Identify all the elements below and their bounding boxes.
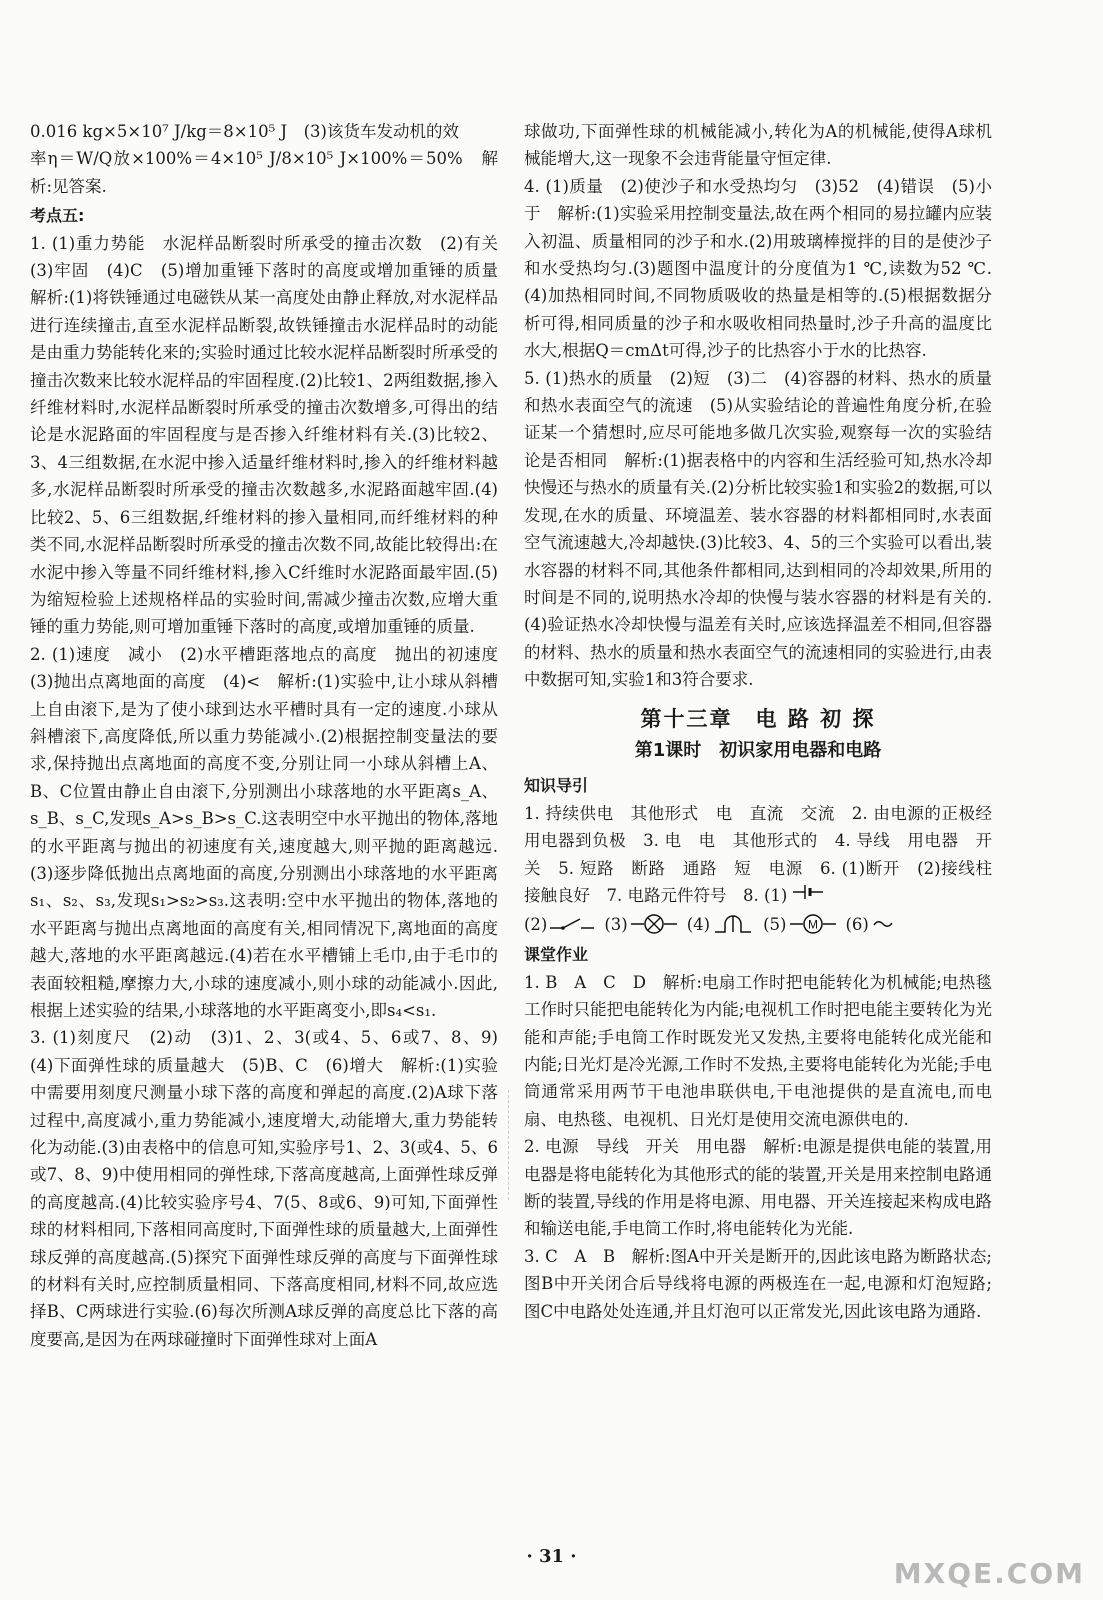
- motor-symbol-icon: [790, 913, 836, 935]
- answer-1: 1. (1)重力势能 水泥样品断裂时所承受的撞击次数 (2)有关 (3)牢固 (4)C (5)增加重锤下落时的高度或增加重锤的质量 解析:(1)将铁锤通过电磁铁从某一高度处由静止释放,对水泥样品进行连续撞击,直至水泥样品断裂,故铁锤撞击水泥样品时的动能是由重力势能转化来的;实验时通过比较水泥样品断裂时所承受的撞击次数来比较水泥样品的牢固程度.(2)比较1、2两组数据,掺入纤维材料时,水泥样品断裂时所承受的撞击次数增多,可得出的结论是水泥路面的牢固程度与是否掺入纤维材料有关.(3)比较2、3、4三组数据,在水泥中掺入适量纤维材料时,掺入的纤维材料越多,水泥样品断裂时所承受的撞击次数越多,水泥路面越牢固.(4)比较2、5、6三组数据,纤维材料的掺入量相同,而纤维材料的种类不同,水泥样品断裂时所承受的撞击次数不同,故能比较得出:在水泥中掺入等量不同纤维材料,掺入C纤维时水泥路面最牢固.(5)为缩短检验上述规格样品的实验时间,需减少撞击次数,应增大重锤的重力势能,则可增加重锤下落时的高度,或增加重锤的质量.: [30, 233, 515, 637]
- crossing-symbol-item: [687, 911, 753, 938]
- answer-4: 4. (1)质量 (2)使沙子和水受热均匀 (3)52 (4)错误 (5)小于 解析:(1)实验采用控制变量法,故在两个相同的易拉罐内应装入初温、质量相同的沙子和水.(2)用玻璃棒搅拌的目的是使沙子和水受热均匀.(3)题图中温度计的分度值为1 ℃,读数为52 ℃.(4)加热相同时间,不同物质吸收的热量是相等的.(5)根据数据分析可得,相同质量的沙子和水吸收相同热量时,沙子升高的温度比水大,根据Q＝cmΔt可得,沙子的比热容小于水的比热容.: [524, 176, 992, 361]
- ketang-heading: 课堂作业: [524, 945, 589, 965]
- zhishi-text: [524, 800, 1009, 910]
- symbol-label-6: (6): [845, 914, 869, 934]
- chapter-title: 第十三章 电 路 初 探: [640, 706, 876, 731]
- homework-2: 2. 电源 导线 开关 用电器 解析:电源是提供电能的装置,用电器是将电能转化为其他形式的能的装置,开关是用来控制电路通断的装置,导线的作用是将电源、用电器、开关连接起来构成电路和输送电能,手电筒工作时,将电能转化为光能.: [524, 1137, 992, 1239]
- zhishi-body: 1. 持续供电 其他形式 电 直流 交流 2. 由电源的正极经用电器到负极 3. 电 电 其他形式的 4. 导线 用电器 开关 5. 短路 断路 通路 短 电源 6. (1)断开 (2)接线柱 接触良好 7. 电路元件符号 8. (1): [524, 803, 1009, 905]
- symbol-label-3: (3): [604, 914, 628, 934]
- homework-3: 3. C A B 解析:图A中开关是断开的,因此该电路为断路状态;图B中开关闭合后导线将电源的两极连在一起,电源和灯泡短路;图C中电路处处连通,并且灯泡可以正常发光,因此该电路为通路.: [524, 1246, 992, 1321]
- watermark: MXQE.COM: [893, 1557, 1085, 1590]
- switch-symbol-item: [524, 911, 594, 938]
- lamp-symbol-item: [604, 911, 676, 938]
- left-column: [30, 118, 515, 1353]
- zhishi-heading: 知识导引: [524, 776, 589, 796]
- intro-line-1: 0.016 kg×5×10⁷ J/kg＝8×10⁵ J (3)该货车发动机的效: [30, 122, 459, 141]
- column-divider: [508, 1090, 510, 1200]
- page-number: · 31 ·: [526, 1546, 577, 1567]
- kaodian-heading: 考点五:: [30, 206, 85, 226]
- answer-5: 5. (1)热水的质量 (2)短 (3)二 (4)容器的材料、热水的质量和热水表面空气的流速 (5)从实验结论的普遍性角度分析,在验证某一个猜想时,应尽可能地多做几次实验,观察每一次的实验结论是否相同 解析:(1)据表格中的内容和生活经验可知,热水冷却快慢还与热水的质量有关.(2)分析比较实验1和实验2的数据,可以发现,在水的质量、环境温差、装水容器的材料都相同时,水表面空气流速越大,冷却越快.(3)比较3、4、5的三个实验可以看出,装水容器的材料不同,其他条件都相同,达到相同的冷却效果,所用的时间是不同的,说明热水冷却的快慢与装水容器的材料是有关的.(4)验证热水冷却快慢与温差有关时,应该选择温差不相同,但容器的材料、热水的质量和热水表面空气的流速相同的实验进行,由表中数据可知,实验1和3符合要求.: [524, 368, 992, 690]
- intro-line-2: 率η＝W/Q放×100%＝4×10⁵ J/8×10⁵ J×100%＝50% 解析:见答案.: [30, 149, 498, 196]
- symbol-label-2: (2): [524, 914, 548, 934]
- symbol-label-5: (5): [763, 914, 787, 934]
- answer-3-continued: 球做功,下面弹性球的机械能减小,转化为A的机械能,使得A球机械能增大,这一现象不会违背能量守恒定律.: [524, 122, 992, 169]
- ac-symbol-icon: [872, 916, 894, 932]
- battery-symbol-icon: [793, 883, 823, 901]
- answer-2: 2. (1)速度 减小 (2)水平槽距落地点的高度 抛出的初速度 (3)抛出点离地面的高度 (4)< 解析:(1)实验中,让小球从斜槽上自由滚下,是为了使小球到达水平槽时具有一定的速度.小球从斜槽滚下,高度降低,所以重力势能减小.(2)根据控制变量法的要求,保持抛出点离地面的高度不变,分别让同一小球从斜槽上A、B、C位置由静止自由滚下,分别测出小球落地的水平距离s_A、s_B、s_C,发现s_A>s_B>s_C.这表明空中水平抛出的物体,落地的水平距离与抛出的初速度有关,速度越大,则平抛的距离越远.(3)逐步降低抛出点离地面的高度,分别测出小球落地的水平距离s₁、s₂、s₃,发现s₁>s₂>s₃.这表明:空中水平抛出的物体,落地的水平距离与抛出点离地面的高度有关,相同情况下,离地面的高度越大,落地的水平距离越远.(4)若在水平槽铺上毛巾,由于毛巾的表面较粗糙,摩擦力大,小球的速度减小,则小球的动能减小.因此,根据上述实验的结果,小球落地的水平距离变小,即s₄<s₁.: [30, 644, 515, 1020]
- lesson-title: 第1课时 初识家用电器和电路: [634, 739, 882, 761]
- circuit-symbols-row: [524, 909, 992, 939]
- lamp-symbol-icon: [631, 913, 677, 935]
- symbol-label-4: (4): [686, 914, 711, 934]
- right-column: [524, 118, 1009, 1325]
- homework-1: 1. B A C D 解析:电扇工作时把电能转化为机械能;电热毯工作时只能把电能转化为内能;电视机工作时把电能主要转化为光能和声能;手电筒工作时既发光又发热,主要将电能转化成光能和内能;日光灯是冷光源,工作时不发热,主要将电能转化为光能;手电筒通常采用两节干电池串联供电,干电池提供的是直流电,而电扇、电热毯、电视机、日光灯是使用交流电源供电的.: [524, 972, 992, 1129]
- crossing-wire-icon: [713, 912, 753, 936]
- svg-text:M: M: [807, 917, 818, 932]
- switch-symbol-icon: [550, 914, 594, 934]
- motor-symbol-item: [763, 911, 835, 938]
- ac-symbol-item: [846, 911, 894, 938]
- answer-3: 3. (1)刻度尺 (2)动 (3)1、2、3(或4、5、6或7、8、9) (4)下面弹性球的质量越大 (5)B、C (6)增大 解析:(1)实验中需要用刻度尺测量小球下落的高度和弹起的高度.(2)A球下落过程中,高度减小,重力势能减小,速度增大,动能增大,重力势能转化为动能.(3)由表格中的信息可知,实验序号1、2、3(或4、5、6或7、8、9)中使用相同的弹性球,下落高度越高,上面弹性球反弹的高度越高.(4)比较实验序号4、7(5、8或6、9)可知,下面弹性球的材料相同,下落相同高度时,下面弹性球的质量越大,上面弹性球反弹的高度越高.(5)探究下面弹性球反弹的高度与下面弹性球的材料有关时,应控制质量相同、下落高度相同,材料不同,故应选择B、C两球进行实验.(6)每次所测A球反弹的高度总比下落的高度要高,是因为在两球碰撞时下面弹性球对上面A: [30, 1028, 515, 1349]
